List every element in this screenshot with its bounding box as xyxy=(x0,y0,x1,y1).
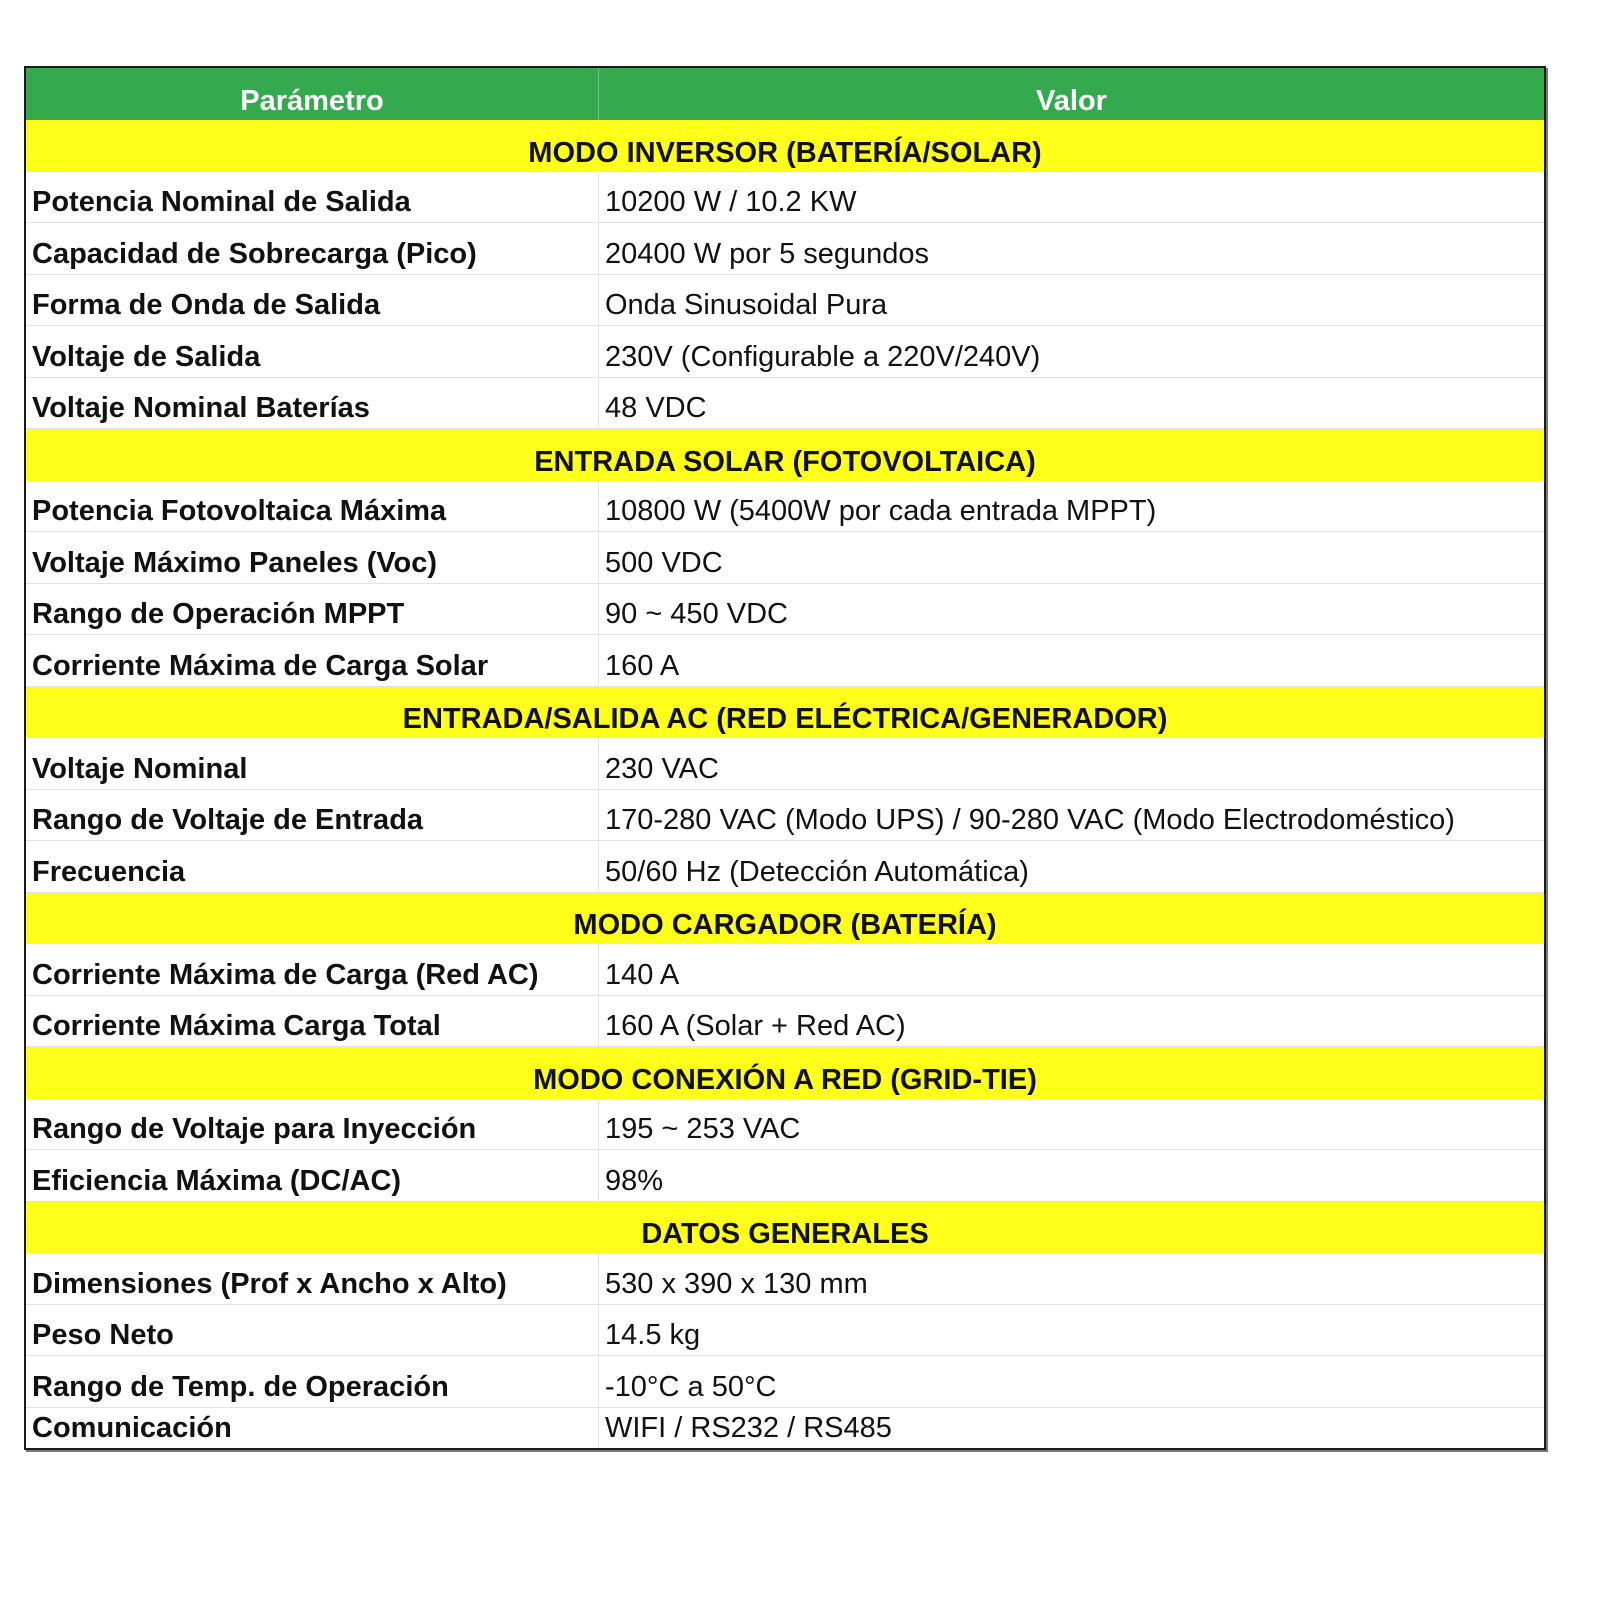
param-cell: Rango de Operación MPPT xyxy=(26,584,599,635)
value-cell: 20400 W por 5 segundos xyxy=(605,237,930,270)
section-header: MODO INVERSOR (BATERÍA/SOLAR) xyxy=(26,120,1544,172)
param-cell: Corriente Máxima Carga Total xyxy=(26,996,599,1047)
section-header: ENTRADA/SALIDA AC (RED ELÉCTRICA/GENERADOR) xyxy=(26,687,1544,739)
table-body xyxy=(26,120,1544,1448)
param-cell: Peso Neto xyxy=(26,1305,599,1356)
section-header: ENTRADA SOLAR (FOTOVOLTAICA) xyxy=(26,429,1544,481)
section-header: DATOS GENERALES xyxy=(26,1202,1544,1254)
table-row xyxy=(26,1099,1544,1151)
param-cell: Corriente Máxima de Carga (Red AC) xyxy=(26,944,599,995)
param-cell: Frecuencia xyxy=(26,841,599,892)
value-cell: 160 A (Solar + Red AC) xyxy=(605,1010,906,1042)
table-row xyxy=(26,326,1544,378)
param-cell: Voltaje Máximo Paneles (Voc) xyxy=(26,532,599,583)
table-row xyxy=(26,841,1544,893)
param-cell: Rango de Voltaje de Entrada xyxy=(26,790,599,841)
param-cell: Forma de Onda de Salida xyxy=(26,275,599,326)
table-row xyxy=(26,584,1544,636)
value-cell: Onda Sinusoidal Pura xyxy=(605,289,888,321)
param-cell: Voltaje Nominal Baterías xyxy=(26,378,599,429)
param-cell: Potencia Nominal de Salida xyxy=(26,172,599,223)
table-row xyxy=(26,481,1544,533)
table-row xyxy=(26,1408,1544,1448)
value-cell: -10°C a 50°C xyxy=(605,1370,777,1403)
value-cell: 530 x 390 x 130 mm xyxy=(605,1267,868,1300)
table-row xyxy=(26,1253,1544,1305)
table-row xyxy=(26,635,1544,687)
table-row xyxy=(26,378,1544,430)
section-header: MODO CARGADOR (BATERÍA) xyxy=(26,893,1544,945)
value-cell: 98% xyxy=(605,1164,664,1197)
value-cell: 230 VAC xyxy=(605,752,719,785)
param-cell: Potencia Fotovoltaica Máxima xyxy=(26,481,599,532)
param-cell: Voltaje Nominal xyxy=(26,738,599,789)
value-cell: 160 A xyxy=(605,649,680,682)
value-cell: 230V (Configurable a 220V/240V) xyxy=(605,340,1041,373)
value-cell: 90 ~ 450 VDC xyxy=(605,598,788,630)
value-cell: WIFI / RS232 / RS485 xyxy=(605,1411,892,1444)
value-cell: 140 A xyxy=(605,958,680,991)
table-row xyxy=(26,532,1544,584)
value-cell: 50/60 Hz (Detección Automática) xyxy=(605,855,1029,888)
table-row xyxy=(26,944,1544,996)
section-header: MODO CONEXIÓN A RED (GRID-TIE) xyxy=(26,1047,1544,1099)
value-cell: 195 ~ 253 VAC xyxy=(605,1113,801,1145)
table-row xyxy=(26,996,1544,1048)
param-cell: Dimensiones (Prof x Ancho x Alto) xyxy=(26,1253,599,1304)
table-row xyxy=(26,1150,1544,1202)
param-cell: Comunicación xyxy=(26,1408,599,1448)
table-row xyxy=(26,790,1544,842)
param-cell: Capacidad de Sobrecarga (Pico) xyxy=(26,223,599,274)
spec-table xyxy=(24,66,1546,1450)
header-param: Parámetro xyxy=(26,68,599,120)
value-cell: 48 VDC xyxy=(605,392,707,424)
table-row xyxy=(26,223,1544,275)
param-cell: Rango de Voltaje para Inyección xyxy=(26,1099,599,1150)
table-row xyxy=(26,1356,1544,1408)
table-row xyxy=(26,1305,1544,1357)
table-row xyxy=(26,172,1544,224)
table-row xyxy=(26,738,1544,790)
value-cell: 170-280 VAC (Modo UPS) / 90-280 VAC (Modo Electrodoméstico) xyxy=(605,804,1455,836)
param-cell: Voltaje de Salida xyxy=(26,326,599,377)
table-row xyxy=(26,275,1544,327)
header-value: Valor xyxy=(1036,85,1107,117)
value-cell: 10800 W (5400W por cada entrada MPPT) xyxy=(605,495,1157,527)
value-cell: 14.5 kg xyxy=(605,1319,701,1351)
table-header xyxy=(26,68,1544,120)
value-cell: 500 VDC xyxy=(605,546,723,579)
param-cell: Corriente Máxima de Carga Solar xyxy=(26,635,599,686)
param-cell: Eficiencia Máxima (DC/AC) xyxy=(26,1150,599,1201)
value-cell: 10200 W / 10.2 KW xyxy=(605,186,857,218)
param-cell: Rango de Temp. de Operación xyxy=(26,1356,599,1407)
